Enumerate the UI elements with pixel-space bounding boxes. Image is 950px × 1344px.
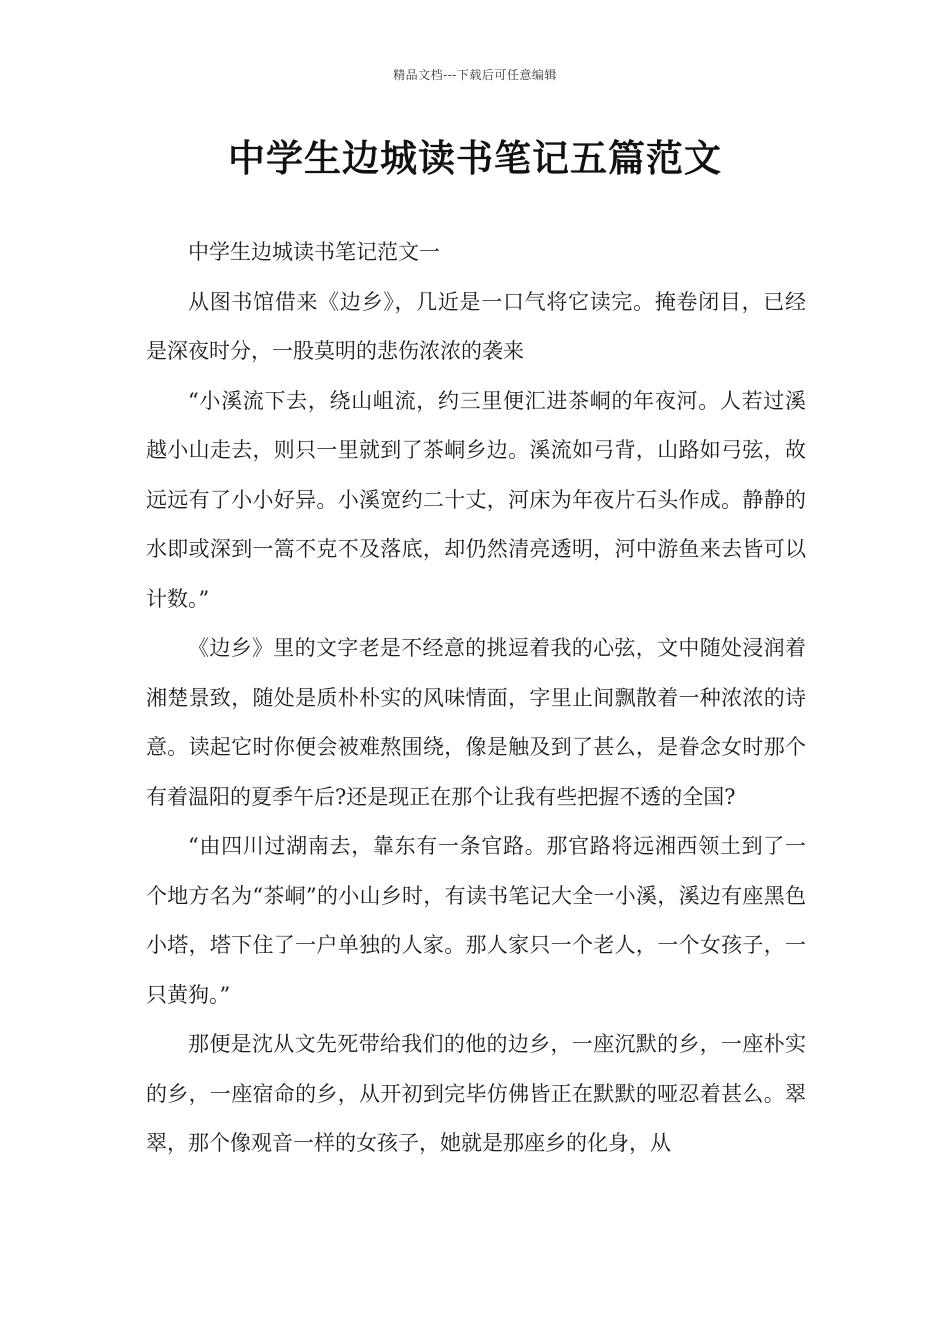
paragraph: 那便是沈从文先死带给我们的他的边乡，一座沉默的乡，一座朴实的乡，一座宿命的乡，从开初到完毕仿佛皆正在默默的哑忍着甚么。翠翠，那个像观音一样的女孩子，她就是那座乡的化身，从: [146, 1032, 806, 1155]
paragraph: 从图书馆借来《边乡》，几近是一口气将它读完。掩卷闭目，已经是深夜时分，一股莫明的悲伤浓浓的袭来: [146, 289, 806, 363]
paragraph: “小溪流下去，绕山岨流，约三里便汇进茶峒的年夜河。人若过溪越小山走去，则只一里就到了茶峒乡边。溪流如弓背，山路如弓弦，故远远有了小小好异。小溪宽约二十丈，河床为年夜片石头作成。静静的水即或深到一篙不克不及落底，却仍然清亮透明，河中游鱼来去皆可以计数。”: [146, 388, 806, 611]
paragraph: 《边乡》里的文字老是不经意的挑逗着我的心弦，文中随处浸润着湘楚景致，随处是质朴朴实的风味情面，字里止间飘散着一种浓浓的诗意。读起它时你便会被难熬围绕，像是触及到了甚么，是眷念女时那个有着温阳的夏季午后?还是现正在那个让我有些把握不透的全国?: [146, 636, 806, 809]
document-body: [146, 228, 806, 1169]
header-note: 精品文档---下载后可任意编辑: [393, 68, 557, 82]
paragraph: “由四川过湖南去，靠东有一条官路。那官路将远湘西领土到了一个地方名为“茶峒”的小山乡时，有读书笔记大全一小溪，溪边有座黑色小塔，塔下住了一户单独的人家。那人家只一个老人，一个女孩子，一只黄狗。”: [146, 834, 806, 1007]
section-heading: 中学生边城读书笔记范文一: [188, 240, 440, 264]
document-title: 中学生边城读书笔记五篇范文: [228, 136, 722, 180]
